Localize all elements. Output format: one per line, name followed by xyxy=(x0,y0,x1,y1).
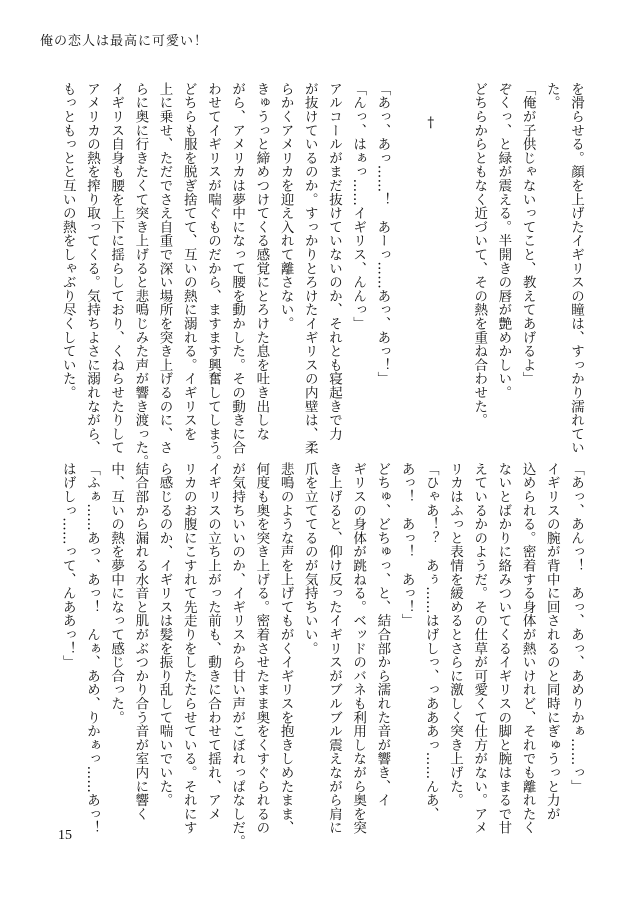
text-column: アメリカの熱を搾り取ってくる。気持ちよさに溺れながら、 xyxy=(83,82,100,455)
text-column: 何度も奥を突き上げる。密着させたまま奥をくすぐられるの xyxy=(253,462,270,835)
text-column: もっともっとと互いの熱をしゃぶり尽くしていた。 xyxy=(59,82,76,400)
text-column: あっ！ あっ！ あっ！」 xyxy=(398,462,415,628)
text-column: が気持ちいいのか、イギリスから甘い声がこぼれっぱなしだ。 xyxy=(229,462,246,849)
text-column: らに奥に行きたくて突き上げると悲鳴じみた声が響き渡った。 xyxy=(132,82,149,469)
text-column: が抜けているのか。すっかりとろけたイギリスの内壁は、柔 xyxy=(301,82,318,455)
text-column: わせてイギリスが喘ぐものだから、ますます興奮してしまう。 xyxy=(204,82,221,469)
section-divider: † xyxy=(422,115,439,132)
text-column: 結合部から漏れる水音と肌がぶつかり合う音が室内に響く xyxy=(132,462,149,821)
text-column: ギリスの身体が跳ねる。ベッドのバネも利用しながら奥を突 xyxy=(350,462,367,835)
text-column: ないとばかりに絡みついてくるイギリスの脚と腕はまるで甘 xyxy=(495,462,512,835)
text-column: イギリス自身も腰を上下に揺らしており、くねらせたりして xyxy=(108,82,125,455)
text-column: を滑らせる。顔を上げたイギリスの瞳は、すっかり濡れてい xyxy=(568,82,584,455)
text-column: 「ひゃあ！？ あぅ……はげしっ、っあああっ……んあ、 xyxy=(422,462,439,821)
text-column: 悲鳴のような声を上げてもがくイギリスを抱きしめたまま、 xyxy=(277,462,294,835)
text-column xyxy=(443,82,467,352)
text-column: きゅうっと締めつけてくる感覚にとろけた息を吐き出しな xyxy=(253,82,270,441)
text-column xyxy=(394,82,418,352)
text-column: らかくアメリカを迎え入れて離さない。 xyxy=(277,82,294,331)
text-column: 「んっ、はぁっ……イギリス、んんっ」 xyxy=(350,82,367,331)
text-column: どちらからともなく近づいて、その熱を重ね合わせた。 xyxy=(471,82,488,427)
text-column: き上げると、仰け反ったイギリスがブルブル震えながら肩に xyxy=(325,462,342,835)
text-column: がら、アメリカは夢中になって腰を動かした。その動きに合 xyxy=(229,82,246,455)
text-column: リカはふっと表情を緩めるとさらに激しく突き上げた。 xyxy=(446,462,463,807)
text-column: 中、互いの熱を夢中になって感じ合った。 xyxy=(108,462,125,725)
text-column: 上に乗せ、ただでさえ自重で深い場所を突き上げるのに、さ xyxy=(156,82,173,455)
text-column: 「ふぁ……あっ、あっ！ んぁ、あめ、りかぁっ……あっ！ xyxy=(83,462,100,835)
text-column: えているかのようだ。その仕草が可愛くて仕方がない。アメ xyxy=(471,462,488,835)
text-column: ら感じるのか、イギリスは髪を振り乱して喘いでいた。 xyxy=(156,462,173,807)
text-column: ぞくっ、と緑が震える。半開きの唇が艶めかしい。 xyxy=(495,82,512,400)
page-number: 15 xyxy=(58,828,72,843)
text-column: 「あっ、あっ……！ あーっ……あっ、あっ！」 xyxy=(374,82,391,386)
text-column: イギリスの腕が背中に回されるのと同時にぎゅうっと力が xyxy=(543,462,560,821)
text-column: リカのお腹にこすれて先走りをしたたらせている。それにす xyxy=(180,462,197,835)
text-column: 爪を立ててるのが気持ちいい。 xyxy=(301,462,318,656)
text-block-top xyxy=(59,82,588,469)
text-column: 「あっ、あんっ！ あっ、あっ、あめりかぁ……っ」 xyxy=(568,462,584,794)
text-column: どちゅ、どちゅっ、と、結合部から濡れた音が響き、イ xyxy=(374,462,391,807)
text-column: 「俺が子供じゃないってこと、教えてあげるよ」 xyxy=(519,82,536,386)
text-column: アルコールがまだ抜けていないのか、それとも寝起きで力 xyxy=(325,82,342,441)
running-head: 俺の恋人は最高に可愛い！ xyxy=(40,34,209,49)
text-column: 込められる。密着する身体が熱いけれど、それでも離れたく xyxy=(519,462,536,835)
text-column: た。 xyxy=(543,82,560,110)
text-column: どちらも服を脱ぎ捨てて、互いの熱に溺れる。イギリスを xyxy=(180,82,197,441)
text-column: はげしっ……って、んああっ！」 xyxy=(59,462,76,669)
text-column: イギリスの立ち上がった前も、動きに合わせて揺れ、アメ xyxy=(204,462,221,821)
